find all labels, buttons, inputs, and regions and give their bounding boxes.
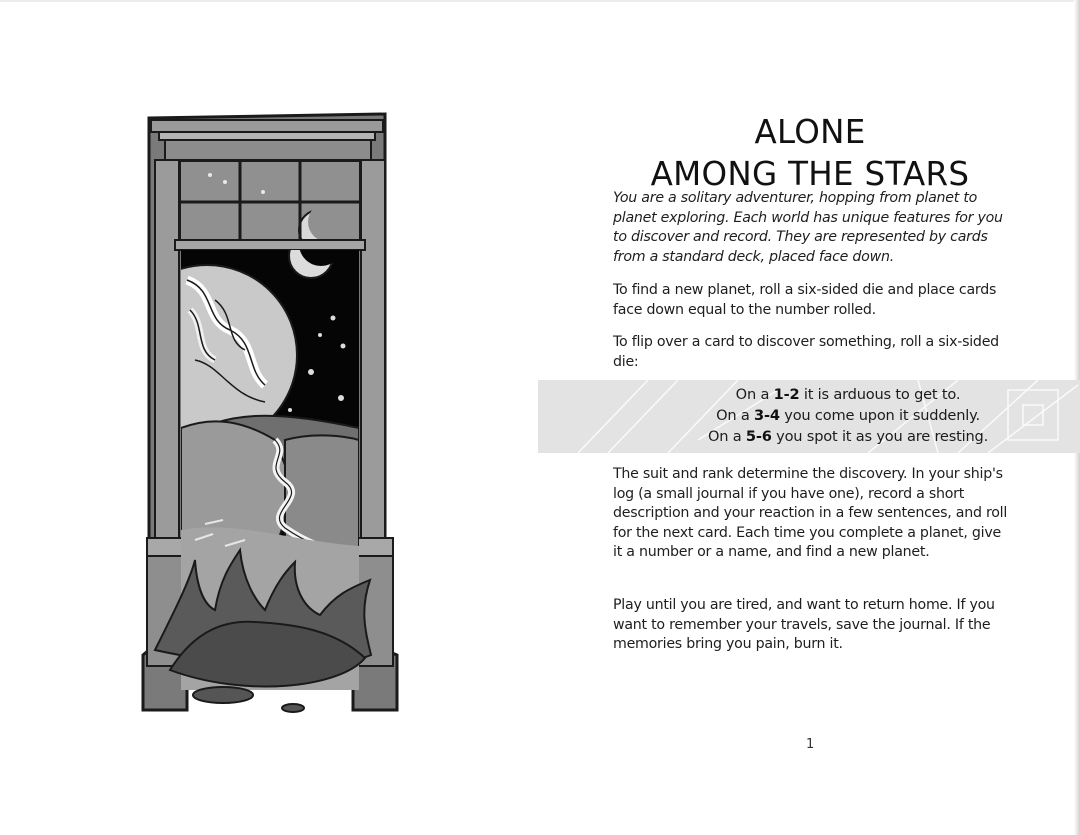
window-illustration bbox=[135, 110, 400, 720]
page-top-edge bbox=[0, 0, 1080, 2]
roll-table bbox=[538, 384, 1080, 447]
roll-result: you spot it as you are resting. bbox=[771, 428, 989, 445]
star-icon bbox=[331, 316, 336, 321]
intro-paragraph: You are a solitary adventurer, hopping from planet to planet exploring. Each world has unique features for you to discover and record. They are represented by cards from a standard deck, placed face down. bbox=[613, 190, 1003, 265]
roll-range: 5-6 bbox=[745, 428, 772, 445]
roll-result: it is arduous to get to. bbox=[799, 386, 961, 403]
suit-rank-paragraph: The suit and rank determine the discovery. In your ship's log (a small journal if you have one), record a short description and your reaction in a few sentences, and roll for the next card. Each time you complete a planet, give it a number or a name, and find a new planet. bbox=[613, 466, 1008, 561]
roll-prefix: On a bbox=[735, 386, 774, 403]
play-until-paragraph: Play until you are tired, and want to return home. If you want to remember your travels, save the journal. If the memories bring you pain, burn it. bbox=[613, 597, 995, 653]
page-number: 1 bbox=[806, 737, 815, 752]
puddle bbox=[193, 687, 253, 703]
roll-row bbox=[538, 405, 1080, 426]
roll-row bbox=[538, 384, 1080, 405]
roll-row bbox=[538, 426, 1080, 447]
roll-prefix: On a bbox=[707, 428, 746, 445]
find-planet-paragraph: To find a new planet, roll a six-sided die and place cards face down equal to the number rolled. bbox=[613, 282, 997, 318]
title-line-2: AMONG THE STARS bbox=[650, 155, 970, 194]
roll-prefix: On a bbox=[716, 407, 755, 424]
star-icon bbox=[308, 369, 314, 375]
star-icon bbox=[341, 344, 346, 349]
roll-range: 1-2 bbox=[773, 386, 800, 403]
star-icon bbox=[338, 395, 344, 401]
roll-range: 3-4 bbox=[754, 407, 780, 424]
page-title bbox=[600, 111, 1020, 195]
title-line-1: ALONE bbox=[754, 113, 866, 152]
flip-card-paragraph: To flip over a card to discover something, roll a six-sided die: bbox=[613, 334, 999, 370]
star-icon bbox=[318, 333, 322, 337]
roll-table-band bbox=[538, 380, 1080, 453]
puddle bbox=[282, 704, 304, 712]
roll-result: you come upon it suddenly. bbox=[779, 407, 980, 424]
star-icon bbox=[288, 408, 292, 412]
